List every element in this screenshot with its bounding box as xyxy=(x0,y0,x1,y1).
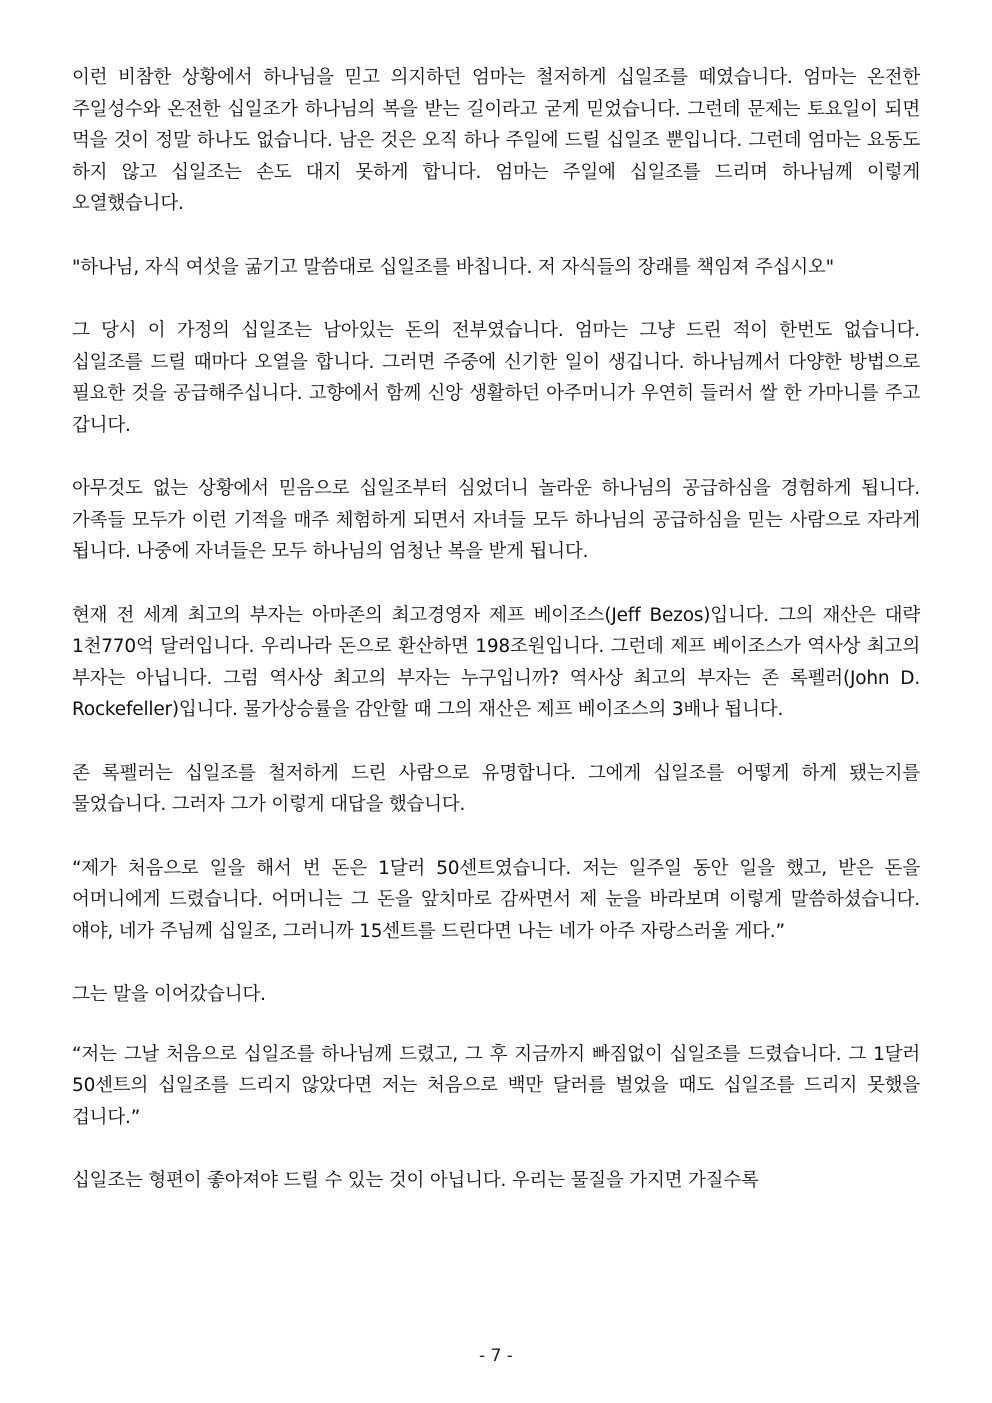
paragraph-rockefeller-quote-1: “제가 처음으로 일을 해서 번 돈은 1달러 50센트였습니다. 저는 일주일 동안 일을 했고, 받은 돈을 어머니에게 드렸습니다. 어머니는 그 돈을 앞치마로 감싸면서 제 눈을 바라보며 이렇게 말씀하셨습니다. 얘야, 네가 주님께 십일조, 그러니까 15센트를 드린다면 나는 네가 아주 자랑스러울 게다.” xyxy=(72,857,920,942)
paragraph-miracle: 아무것도 없는 상황에서 믿음으로 십일조부터 심었더니 놀라운 하나님의 공급하심을 경험하게 됩니다. 가족들 모두가 이런 기적을 매주 체험하게 되면서 자녀들 모두 하나님의 공급하심을 믿는 사람으로 자라게 됩니다. 나중에 자녀들은 모두 하나님의 엄청난 복을 받게 됩니다. xyxy=(72,478,920,562)
paragraph-rockefeller-quote-2: “저는 그날 처음으로 십일조를 하나님께 드렸고, 그 후 지금까지 빠짐없이 십일조를 드렸습니다. 그 1달러 50센트의 십일조를 드리지 않았다면 저는 처음으로 백만 달러를 벌었을 때도 십일조를 드리지 못했을 겁니다.” xyxy=(72,1043,920,1128)
paragraph-richest-person: 현재 전 세계 최고의 부자는 아마존의 최고경영자 제프 베이조스(Jeff Bezos)입니다. 그의 재산은 대략 1천770억 달러입니다. 우리나라 돈으로 환산하면 198조원입니다. 그런데 제프 베이조스가 역사상 최고의 부자는 아닙니다. 그럼 역사상 최고의 부자는 누구입니까? 역사상 최고의 부자는 존 록펠러(John D. Rockefeller)입니다. 물가상승률을 감안할 때 그의 재산은 제프 베이조스의 3배나 됩니다. xyxy=(72,604,920,720)
paragraph-tithe-mother: 이런 비참한 상황에서 하나님을 믿고 의지하던 엄마는 철저하게 십일조를 떼였습니다. 엄마는 온전한 주일성수와 온전한 십일조가 하나님의 복을 받는 길이라고 굳게 믿었습니다. 그런데 문제는 토요일이 되면 먹을 것이 정말 하나도 없습니다. 남은 것은 오직 하나 주일에 드릴 십일조 뿐입니다. 그런데 엄마는 요동도 하지 않고 십일조는 손도 대지 못하게 합니다. 엄마는 주일에 십일조를 드리며 하나님께 이렇게 오열했습니다. xyxy=(72,67,920,214)
paragraph-rockefeller-intro: 존 록펠러는 십일조를 철저하게 드린 사람으로 유명합니다. 그에게 십일조를 어떻게 하게 됐는지를 물었습니다. 그러자 그가 이렇게 대답을 했습니다. xyxy=(72,762,920,815)
paragraph-continued: 그는 말을 이어갔습니다. xyxy=(72,984,266,1005)
paragraph-provision: 그 당시 이 가정의 십일조는 남아있는 돈의 전부였습니다. 엄마는 그냥 드린 적이 한번도 없습니다. 십일조를 드릴 때마다 오열을 합니다. 그러면 주중에 신기한 일이 생깁니다. 하나님께서 다양한 방법으로 필요한 것을 공급해주십니다. 고향에서 함께 신앙 생활하던 아주머니가 우연히 들러서 쌀 한 가마니를 주고 갑니다. xyxy=(72,320,920,436)
paragraph-closing: 십일조는 형편이 좋아져야 드릴 수 있는 것이 아닙니다. 우리는 물질을 가지면 가질수록 xyxy=(72,1170,759,1191)
document-body xyxy=(72,62,920,1229)
page-number: - 7 - xyxy=(479,1346,513,1366)
paragraph-prayer-quote: "하나님, 자식 여섯을 굶기고 말씀대로 십일조를 바칩니다. 저 자식들의 장래를 책임져 주십시오" xyxy=(72,256,834,278)
